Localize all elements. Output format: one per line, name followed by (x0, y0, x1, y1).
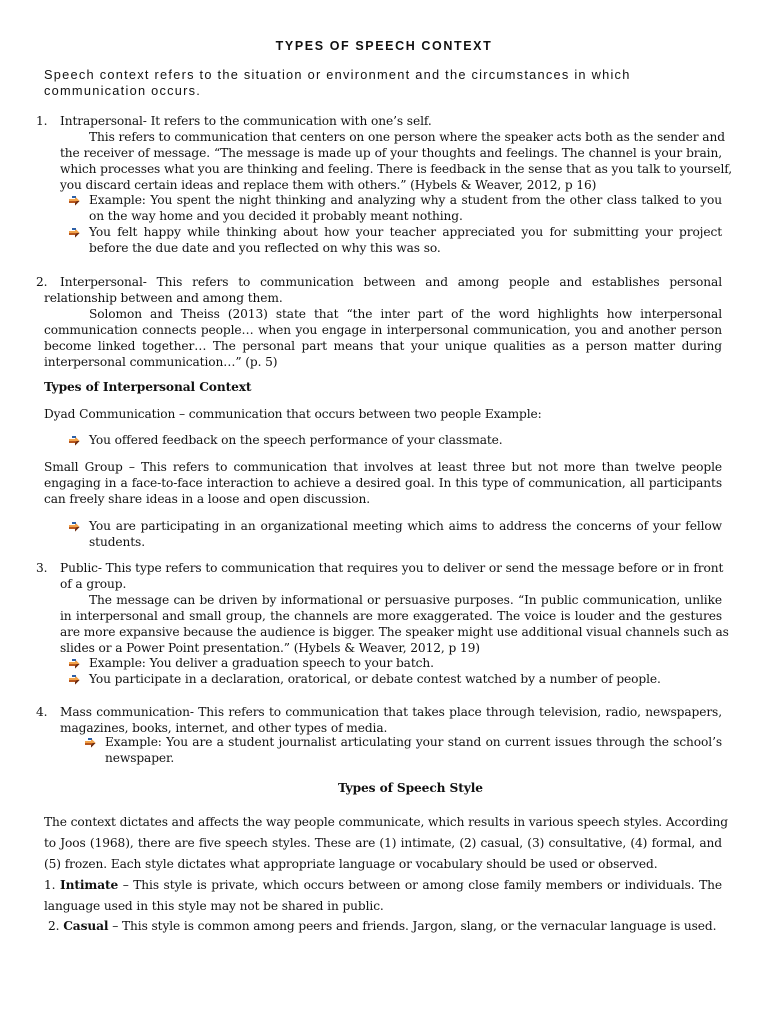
intrapersonal-bullet-2-line-2: before the due date and you reflected on why this was so. (89, 241, 441, 255)
interpersonal-line-1: Interpersonal- This refers to communication between and among people and establishes personal (60, 275, 722, 289)
interpersonal-types-heading: Types of Interpersonal Context (44, 380, 252, 394)
small-group-bullet-line-1: You are participating in an organizational meeting which aims to address the concerns of your fellow (89, 519, 722, 533)
intrapersonal-heading: Intrapersonal- It refers to the communication with one’s self. (60, 114, 432, 128)
intrapersonal-bullet-1-line-1: Example: You spent the night thinking and analyzing why a student from the other class talked to you (89, 193, 722, 207)
list-number-3: 3. (36, 561, 48, 575)
interpersonal-line-5: become linked together… The personal part means that your unique qualities as a person matter during (44, 339, 722, 353)
dyad-bullet: You offered feedback on the speech performance of your classmate. (89, 433, 503, 447)
public-line-1: Public- This type refers to communication that requires you to deliver or send the message before or in front (60, 561, 724, 575)
interpersonal-line-6: interpersonal communication…” (p. 5) (44, 355, 278, 369)
intimate-style-line-1 (44, 877, 722, 893)
arrow-bullet-icon (68, 658, 80, 670)
public-line-5: are more expansive because the audience is bigger. The speaker might use additional visual channels such as (60, 625, 729, 639)
public-bullet-2: You participate in a declaration, oratorical, or debate contest watched by a number of people. (89, 672, 661, 686)
speech-style-para-1: The context dictates and affects the way people communicate, which results in various speech styles. According (44, 815, 728, 829)
intimate-style-line-2: language used in this style may not be shared in public. (44, 899, 384, 913)
intrapersonal-body-3: which processes what you are thinking and feeling. There is feedback in the sense that as you talk to yourself, (60, 162, 733, 176)
casual-number: 2. (48, 919, 64, 933)
mass-line-2: magazines, books, internet, and other types of media. (60, 721, 388, 735)
arrow-bullet-icon (68, 521, 80, 533)
intrapersonal-body-1: This refers to communication that centers on one person where the speaker acts both as the sender and (89, 130, 725, 144)
public-line-6: slides or a Power Point presentation.” (Hybels & Weaver, 2012, p 19) (60, 641, 480, 655)
speech-style-heading: Types of Speech Style (338, 781, 483, 795)
intimate-number: 1. (44, 878, 60, 892)
speech-style-para-3: (5) frozen. Each style dictates what appropriate language or vocabulary should be used or observed. (44, 857, 658, 871)
interpersonal-line-4: communication connects people… when you engage in interpersonal communication, you and another person (44, 323, 722, 337)
arrow-bullet-icon (68, 674, 80, 686)
intro-line-2: communication occurs. (44, 83, 202, 98)
interpersonal-line-3: Solomon and Theiss (2013) state that “the inter part of the word highlights how interpersonal (89, 307, 722, 321)
casual-style-line (48, 918, 716, 934)
speech-style-para-2: to Joos (1968), there are five speech styles. These are (1) intimate, (2) casual, (3) consultative, (4) formal, and (44, 836, 722, 850)
dyad-communication-text: Dyad Communication – communication that occurs between two people Example: (44, 407, 542, 421)
small-group-line-3: can freely share ideas in a loose and open discussion. (44, 492, 371, 506)
interpersonal-line-2: relationship between and among them. (44, 291, 283, 305)
casual-term: Casual (63, 919, 109, 933)
document-title: TYPES OF SPEECH CONTEXT (275, 39, 493, 53)
public-line-2: of a group. (60, 577, 127, 591)
intimate-term: Intimate (59, 878, 119, 892)
mass-line-1: Mass communication- This refers to communication that takes place through television, radio, newspapers, (60, 705, 722, 719)
public-line-3: The message can be driven by informational or persuasive purposes. “In public communication, unlike (89, 593, 722, 607)
public-line-4: in interpersonal and small group, the channels are more exaggerated. The voice is louder and the gestures (60, 609, 722, 623)
arrow-bullet-icon (84, 737, 96, 749)
intrapersonal-body-2: the receiver of message. “The message is made up of your thoughts and feelings. The channel is your brain, (60, 146, 722, 160)
mass-bullet-line-1: Example: You are a student journalist articulating your stand on current issues through the school’s (105, 735, 722, 749)
public-bullet-1: Example: You deliver a graduation speech to your batch. (89, 656, 434, 670)
list-number-4: 4. (36, 705, 48, 719)
list-number-1: 1. (36, 114, 48, 128)
casual-description: – This style is common among peers and friends. Jargon, slang, or the vernacular language is used. (108, 919, 717, 933)
mass-bullet-line-2: newspaper. (105, 751, 175, 765)
small-group-line-2: engaging in a face-to-face interaction to achieve a desired goal. In this type of communication, all participants (44, 476, 722, 490)
arrow-bullet-icon (68, 227, 80, 239)
intrapersonal-bullet-2-line-1: You felt happy while thinking about how your teacher appreciated you for submitting your project (89, 225, 722, 239)
arrow-bullet-icon (68, 195, 80, 207)
intrapersonal-body-4: you discard certain ideas and replace them with others.” (Hybels & Weaver, 2012, p 16) (60, 178, 597, 192)
intimate-description: – This style is private, which occurs between or among close family members or individuals. The (118, 878, 722, 892)
intrapersonal-bullet-1-line-2: on the way home and you decided it probably meant nothing. (89, 209, 463, 223)
list-number-2: 2. (36, 275, 48, 289)
intro-line-1: Speech context refers to the situation or environment and the circumstances in which (44, 67, 631, 82)
small-group-bullet-line-2: students. (89, 535, 145, 549)
arrow-bullet-icon (68, 435, 80, 447)
small-group-line-1: Small Group – This refers to communication that involves at least three but not more than twelve people (44, 460, 722, 474)
